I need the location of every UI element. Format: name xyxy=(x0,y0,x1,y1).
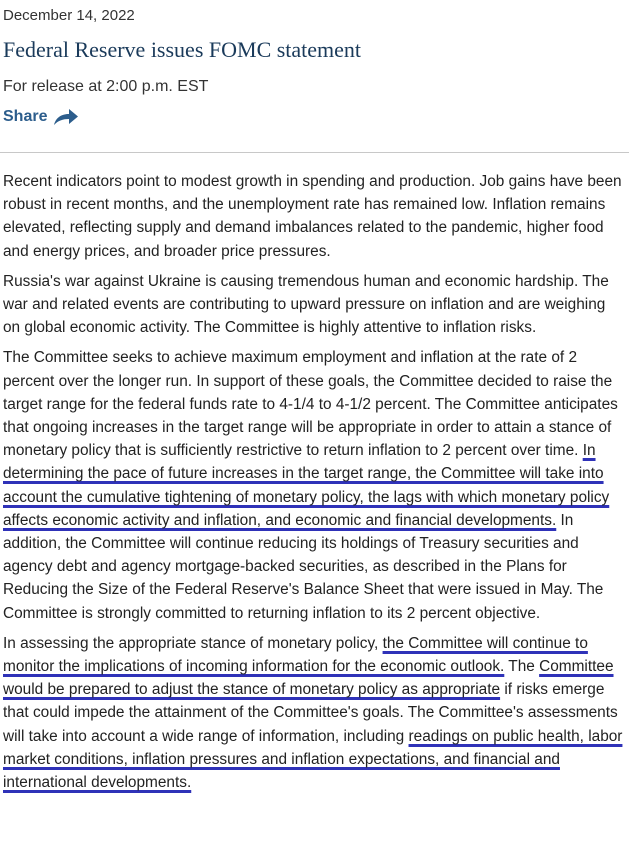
annotated-underline-1: In determining the pace of future increases in the target range, the Committee will take into account the cumulative tightening of monetary policy, the lags with which monetary policy affects economic activity and inflation, and economic and financial developments. xyxy=(3,442,610,529)
share-arrow-icon xyxy=(53,108,79,126)
paragraph-3-text: The Committee seeks to achieve maximum employment and inflation at the rate of 2 percent over the longer run. In support of these goals, the Committee decided to raise the target range for the federal funds rate to 4-1/4 to 4-1/2 percent. The Committee anticipates that ongoing increases in the target range will be appropriate in order to attain a stance of monetary policy that is sufficiently restrictive to return inflation to 2 percent over time. xyxy=(3,349,618,460)
annotated-underline-2: the Committee will continue to monitor the implications of incoming information for the economic outlook. xyxy=(3,634,588,676)
paragraph-4 xyxy=(3,632,625,794)
page-title: Federal Reserve issues FOMC statement xyxy=(3,37,362,62)
paragraph-2: Russia's war against Ukraine is causing tremendous human and economic hardship. The war and related events are contributing to upward pressure on inflation and are weighing on global economic activity. The Committee is highly attentive to inflation risks. xyxy=(3,272,609,337)
paragraph-1: Recent indicators point to modest growth in spending and production. Job gains have been robust in recent months, and the unemployment rate has remained low. Inflation remains elevated, reflecting supply and demand imbalances related to the pandemic, higher food and energy prices, and broader price pressures. xyxy=(3,173,622,260)
statement-body xyxy=(3,170,625,801)
paragraph-3-text-2: In addition, the Committee will continue reducing its holdings of Treasury securities and agency debt and agency mortgage-backed securities, as described in the Plans for Reducing the Size of the Federal Reserve's Balance Sheet that were issued in May. The Committee is strongly committed to returning inflation to its 2 percent objective. xyxy=(3,511,604,622)
release-date: December 14, 2022 xyxy=(3,7,135,24)
paragraph-3 xyxy=(3,346,625,624)
paragraph-4-text: In assessing the appropriate stance of monetary policy, xyxy=(3,634,379,652)
annotated-underline-4: readings on public health, labor market conditions, inflation pressures and inflation expectations, and financial and international developments. xyxy=(3,727,623,792)
paragraph-4-text-2: The xyxy=(508,658,535,676)
annotated-underline-3: Committee would be prepared to adjust the stance of monetary policy as appropriate xyxy=(3,658,614,699)
share-button[interactable] xyxy=(3,108,79,126)
release-time: For release at 2:00 p.m. EST xyxy=(3,78,209,95)
share-label: Share xyxy=(3,108,48,125)
paragraph-4-text-3: if risks emerge that could impede the attainment of the Committee's goals. The Committee's assessments will take into account a wide range of information, including xyxy=(3,681,618,745)
divider xyxy=(0,152,629,153)
